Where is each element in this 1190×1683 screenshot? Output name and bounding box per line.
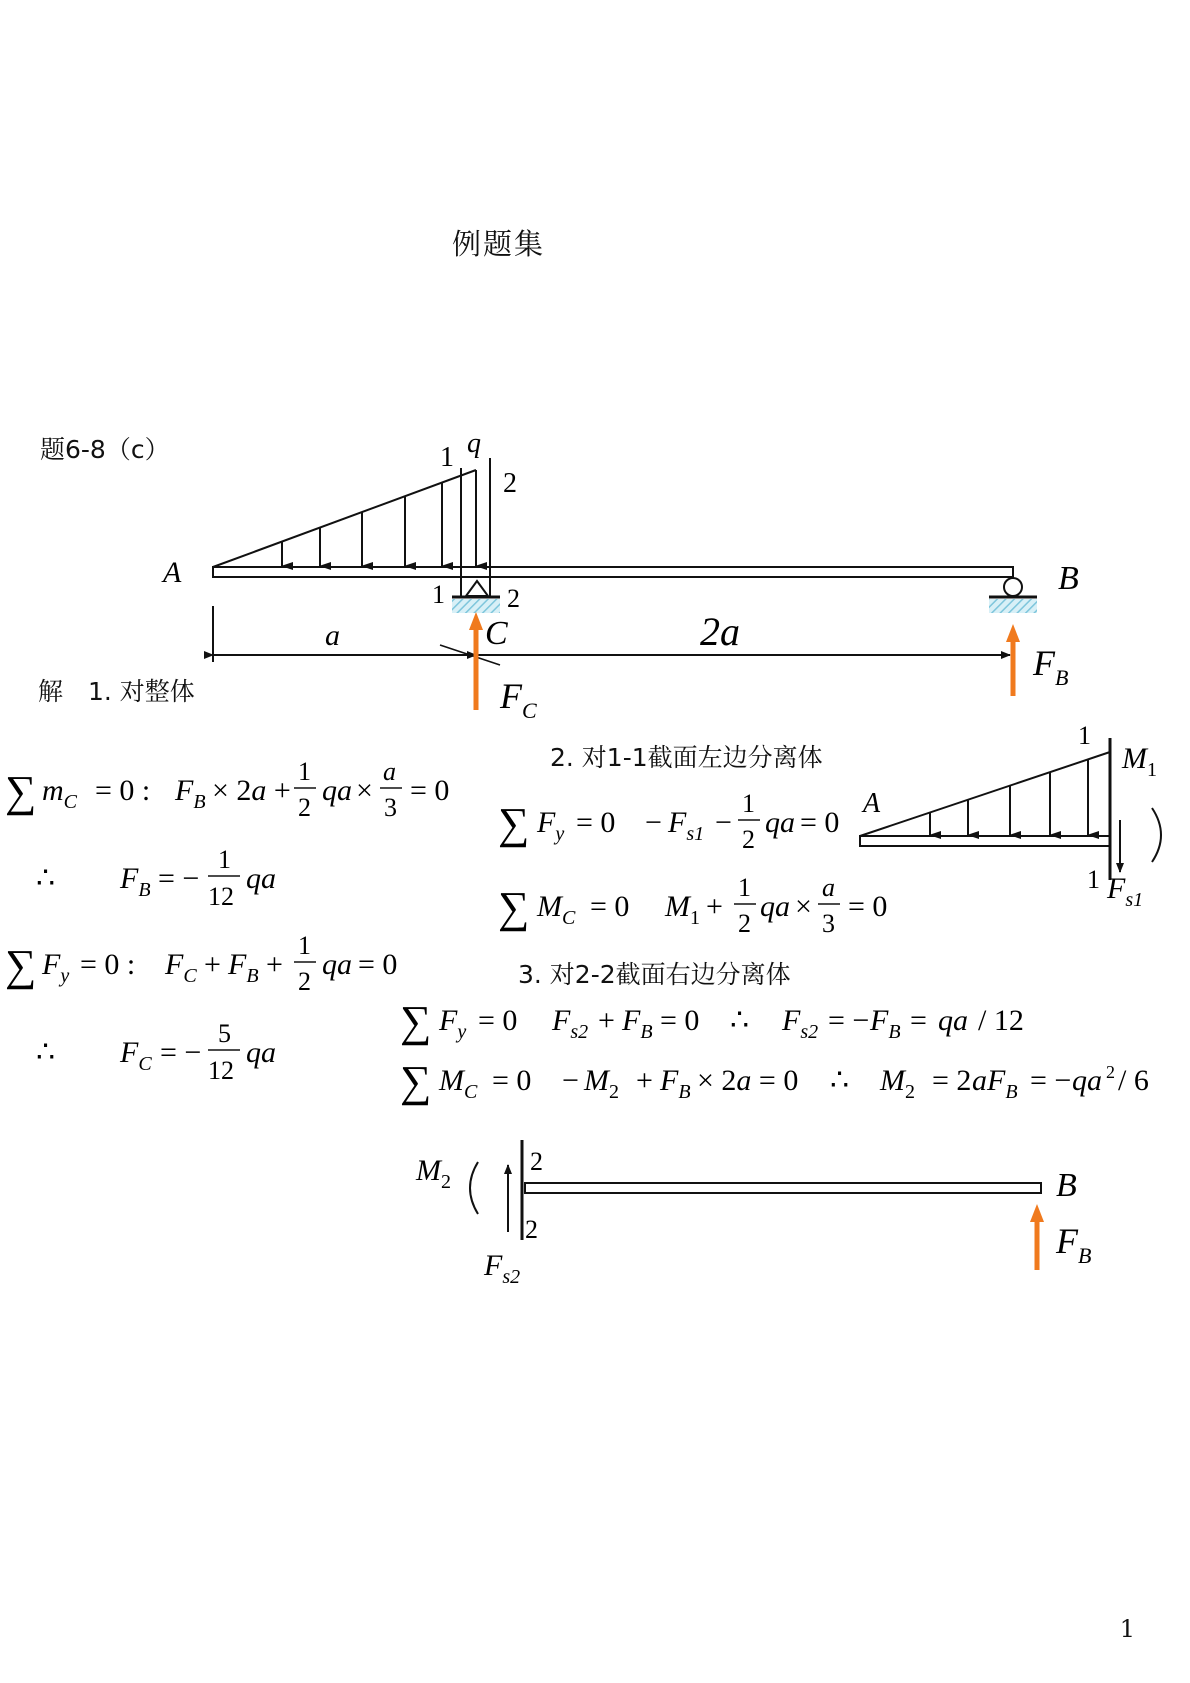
svg-text:+: + <box>598 1004 615 1037</box>
svg-text:= 0: = 0 <box>848 890 888 923</box>
svg-text:1: 1 <box>218 845 231 874</box>
load-envelope <box>213 470 476 567</box>
svg-text:FC: $F_C$ <box>500 676 537 723</box>
svg-text:× 2a = 0: × 2a = 0 <box>697 1064 799 1097</box>
svg-text:2: 2 <box>530 1147 543 1176</box>
step-1-equations <box>5 757 449 1085</box>
step-3-heading: 3. 对2-2截面右边分离体 <box>518 960 791 989</box>
svg-text:FC: $F_C$ <box>120 1036 152 1075</box>
svg-text:2: 2 <box>298 967 311 996</box>
svg-text:2: 2 <box>507 584 520 613</box>
svg-text:12: 12 <box>208 1056 234 1085</box>
svg-text:×: × <box>356 774 373 807</box>
step-1-heading: 解 1. 对整体 <box>38 677 195 706</box>
svg-text:∑: ∑ <box>400 1057 432 1106</box>
svg-text:FB: $F_B$ <box>120 862 151 901</box>
svg-text:= −: = − <box>158 862 200 895</box>
svg-text:1: 1 <box>432 580 445 609</box>
svg-text:qa: qa <box>246 862 276 895</box>
svg-text:M1: $M_1$ <box>1122 742 1157 781</box>
svg-text:mC: $m_C$ <box>42 774 78 813</box>
svg-text:M2: $M_2$ <box>880 1064 915 1103</box>
svg-text:∴: ∴ <box>36 862 56 895</box>
beam <box>213 567 1013 577</box>
svg-text:M2: $M_2$ <box>584 1064 619 1103</box>
svg-text:a: a <box>383 757 396 786</box>
svg-text:Fy: $F_y$ <box>537 806 565 845</box>
svg-text:FB: $F_B$ <box>228 948 259 987</box>
svg-text:FB: $F_B$ <box>1033 643 1069 690</box>
svg-text:×: × <box>795 890 812 923</box>
svg-text:−: − <box>562 1064 579 1097</box>
svg-text:qa: qa <box>322 948 352 981</box>
svg-text:= 0: = 0 <box>576 806 616 839</box>
svg-text:Fs1: $F_s1$ <box>668 806 705 845</box>
svg-text:1: 1 <box>1087 865 1100 894</box>
svg-text:M2: $M_2$ <box>416 1154 451 1193</box>
svg-text:−: − <box>715 806 732 839</box>
svg-text:/ 12: / 12 <box>978 1004 1024 1037</box>
free-body-right-diagram <box>415 1140 1091 1288</box>
svg-text:∑: ∑ <box>498 883 530 932</box>
svg-text:Fs2: $F_s2$ <box>782 1004 819 1043</box>
svg-text:3: 3 <box>822 909 835 938</box>
svg-text:1: 1 <box>742 789 755 818</box>
distributed-load-arrows <box>282 470 476 566</box>
svg-text:2: 2 <box>525 1215 538 1244</box>
svg-text:1: 1 <box>738 873 751 902</box>
svg-text:/ 6: / 6 <box>1118 1064 1149 1097</box>
svg-text:a: a <box>822 873 835 902</box>
ground-hatch-b <box>989 599 1037 613</box>
svg-text:∴: ∴ <box>36 1036 56 1069</box>
svg-text:= 0 :: = 0 : <box>95 774 151 807</box>
svg-text:2: 2 <box>742 825 755 854</box>
main-beam-diagram <box>161 428 1079 723</box>
step-2-equations <box>498 789 887 938</box>
svg-text:= 0: = 0 <box>660 1004 700 1037</box>
svg-text:FB: $F_B$ <box>622 1004 653 1043</box>
svg-text:+: + <box>636 1064 653 1097</box>
svg-text:1: 1 <box>298 931 311 960</box>
svg-text:= −: = − <box>160 1036 202 1069</box>
svg-text:qa: qa <box>246 1036 276 1069</box>
svg-text:Fs2: $F_s2$ <box>484 1249 521 1288</box>
svg-text:+: + <box>204 948 221 981</box>
step-2-heading: 2. 对1-1截面左边分离体 <box>550 743 823 772</box>
svg-text:12: 12 <box>208 882 234 911</box>
svg-text:= 2: = 2 <box>932 1064 972 1097</box>
svg-text:MC: $M_C$ <box>439 1064 478 1103</box>
roller-support-b <box>1004 578 1022 596</box>
svg-text:aFB: $aF_B$ <box>972 1064 1018 1103</box>
svg-text:= 0: = 0 <box>410 774 450 807</box>
svg-text:=: = <box>910 1004 927 1037</box>
svg-text:∑: ∑ <box>5 941 37 990</box>
problem-label: 题6-8（c） <box>40 435 170 464</box>
svg-text:FB: $F_B$ <box>1056 1221 1092 1268</box>
svg-text:= 0: = 0 <box>492 1064 532 1097</box>
svg-text:2a: 2a <box>700 609 740 654</box>
svg-text:q: q <box>467 428 481 459</box>
svg-text:= 0: = 0 <box>800 806 840 839</box>
svg-text:−: − <box>645 806 662 839</box>
svg-text:1: 1 <box>440 442 454 473</box>
svg-text:FB: $F_B$ <box>870 1004 901 1043</box>
svg-text:2: 2 <box>503 468 517 499</box>
svg-text:qa: qa <box>1072 1064 1102 1097</box>
svg-text:∑: ∑ <box>498 799 530 848</box>
svg-text:= −: = − <box>828 1004 870 1037</box>
free-body-left-diagram <box>860 721 1161 911</box>
svg-text:= 0: = 0 <box>358 948 398 981</box>
ground-hatch-c <box>452 599 500 613</box>
step-3-equations <box>400 997 1149 1106</box>
svg-text:MC: $M_C$ <box>537 890 576 929</box>
svg-text:M1: $M_1$ <box>665 890 700 929</box>
svg-text:C: C <box>485 615 508 652</box>
svg-text:A: A <box>863 788 881 819</box>
svg-text:2: 2 <box>1106 1062 1115 1082</box>
svg-text:∑: ∑ <box>400 997 432 1046</box>
svg-text:FB: $F_B$ <box>660 1064 691 1103</box>
svg-text:qa: qa <box>322 774 352 807</box>
svg-text:1: 1 <box>1078 721 1091 750</box>
svg-text:= −: = − <box>1030 1064 1072 1097</box>
svg-text:= 0: = 0 <box>478 1004 518 1037</box>
svg-text:qa: qa <box>938 1004 968 1037</box>
svg-text:B: B <box>1058 560 1079 597</box>
svg-text:Fs2: $F_s2$ <box>552 1004 589 1043</box>
svg-text:∴: ∴ <box>830 1064 850 1097</box>
svg-text:+: + <box>706 890 723 923</box>
svg-text:B: B <box>1056 1167 1077 1204</box>
svg-text:1: 1 <box>298 757 311 786</box>
svg-text:Fy: $F_y$ <box>42 948 70 987</box>
pin-support-c <box>466 581 488 596</box>
svg-text:× 2a +: × 2a + <box>212 774 291 807</box>
svg-text:qa: qa <box>760 890 790 923</box>
svg-text:3: 3 <box>384 793 397 822</box>
svg-text:FB: $F_B$ <box>175 774 206 813</box>
svg-text:+: + <box>266 948 283 981</box>
svg-text:Fs1: $F_s1$ <box>1107 872 1144 911</box>
svg-text:qa: qa <box>765 806 795 839</box>
svg-text:Fy: $F_y$ <box>439 1004 467 1043</box>
svg-text:= 0 :: = 0 : <box>80 948 136 981</box>
svg-text:∑: ∑ <box>5 767 37 816</box>
svg-text:2: 2 <box>738 909 751 938</box>
svg-text:A: A <box>163 556 182 589</box>
svg-text:= 0: = 0 <box>590 890 630 923</box>
svg-text:2: 2 <box>298 793 311 822</box>
page-number: 1 <box>1119 1615 1135 1643</box>
svg-text:5: 5 <box>218 1019 231 1048</box>
svg-text:a: a <box>325 619 340 652</box>
page-title: 例题集 <box>452 227 546 261</box>
svg-text:∴: ∴ <box>730 1004 750 1037</box>
svg-text:FC: $F_C$ <box>165 948 197 987</box>
